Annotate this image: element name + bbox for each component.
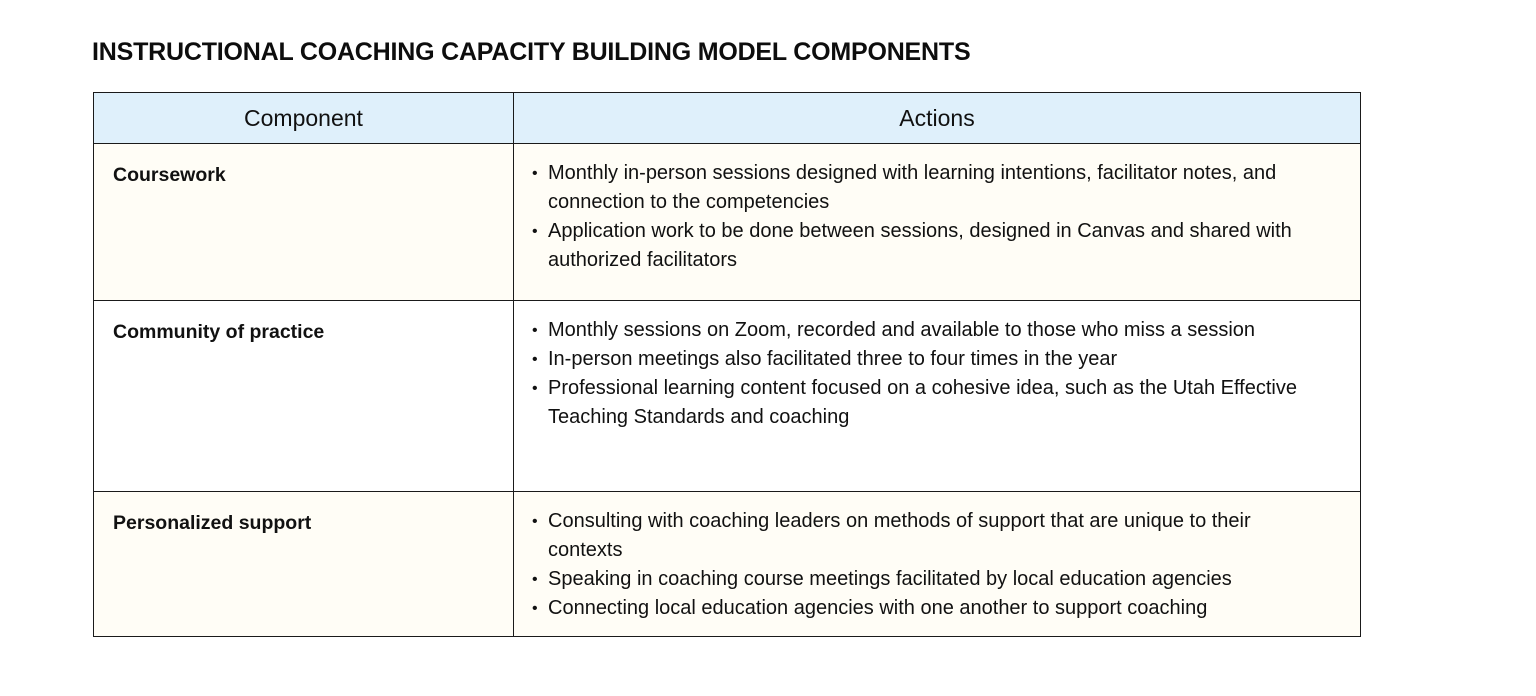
action-list bbox=[532, 507, 1320, 623]
action-text: Connecting local education agencies with one another to support coaching bbox=[548, 597, 1208, 619]
table-header-row bbox=[94, 93, 1361, 144]
bullet-icon: • bbox=[532, 223, 538, 240]
table-row-coursework bbox=[94, 144, 1361, 301]
bullet-icon: • bbox=[532, 351, 538, 368]
table-row-community-of-practice bbox=[94, 301, 1361, 492]
action-text: Professional learning content focused on a cohesive idea, such as the Utah Effective Teaching Standards and coaching bbox=[548, 377, 1297, 428]
bullet-icon: • bbox=[532, 571, 538, 588]
component-cell: Community of practice bbox=[94, 301, 514, 492]
action-text: Speaking in coaching course meetings facilitated by local education agencies bbox=[548, 568, 1232, 590]
action-item bbox=[532, 316, 1320, 345]
bullet-icon: • bbox=[532, 322, 538, 339]
component-cell: Coursework bbox=[94, 144, 514, 301]
actions-cell bbox=[514, 492, 1361, 637]
document-title: INSTRUCTIONAL COACHING CAPACITY BUILDING MODEL COMPONENTS bbox=[92, 38, 971, 66]
action-item bbox=[532, 159, 1320, 217]
action-item bbox=[532, 217, 1320, 275]
bullet-icon: • bbox=[532, 513, 538, 530]
action-text: Application work to be done between sessions, designed in Canvas and shared with authorized facilitators bbox=[548, 220, 1292, 271]
actions-cell bbox=[514, 144, 1361, 301]
bullet-icon: • bbox=[532, 600, 538, 617]
bullet-icon: • bbox=[532, 380, 538, 397]
column-header-component: Component bbox=[94, 93, 514, 144]
column-header-actions: Actions bbox=[514, 93, 1361, 144]
action-text: In-person meetings also facilitated three to four times in the year bbox=[548, 348, 1118, 370]
table-row-personalized-support bbox=[94, 492, 1361, 637]
components-table bbox=[93, 92, 1361, 637]
action-item bbox=[532, 507, 1320, 565]
action-item bbox=[532, 345, 1320, 374]
action-text: Monthly in-person sessions designed with learning intentions, facilitator notes, and connection to the competencies bbox=[548, 162, 1277, 213]
actions-cell bbox=[514, 301, 1361, 492]
action-text: Monthly sessions on Zoom, recorded and available to those who miss a session bbox=[548, 319, 1256, 341]
action-item bbox=[532, 374, 1320, 432]
action-item bbox=[532, 565, 1320, 594]
component-cell: Personalized support bbox=[94, 492, 514, 637]
action-list bbox=[532, 159, 1320, 275]
action-list bbox=[532, 316, 1320, 432]
action-text: Consulting with coaching leaders on methods of support that are unique to their contexts bbox=[548, 510, 1251, 561]
bullet-icon: • bbox=[532, 165, 538, 182]
action-item bbox=[532, 594, 1320, 623]
